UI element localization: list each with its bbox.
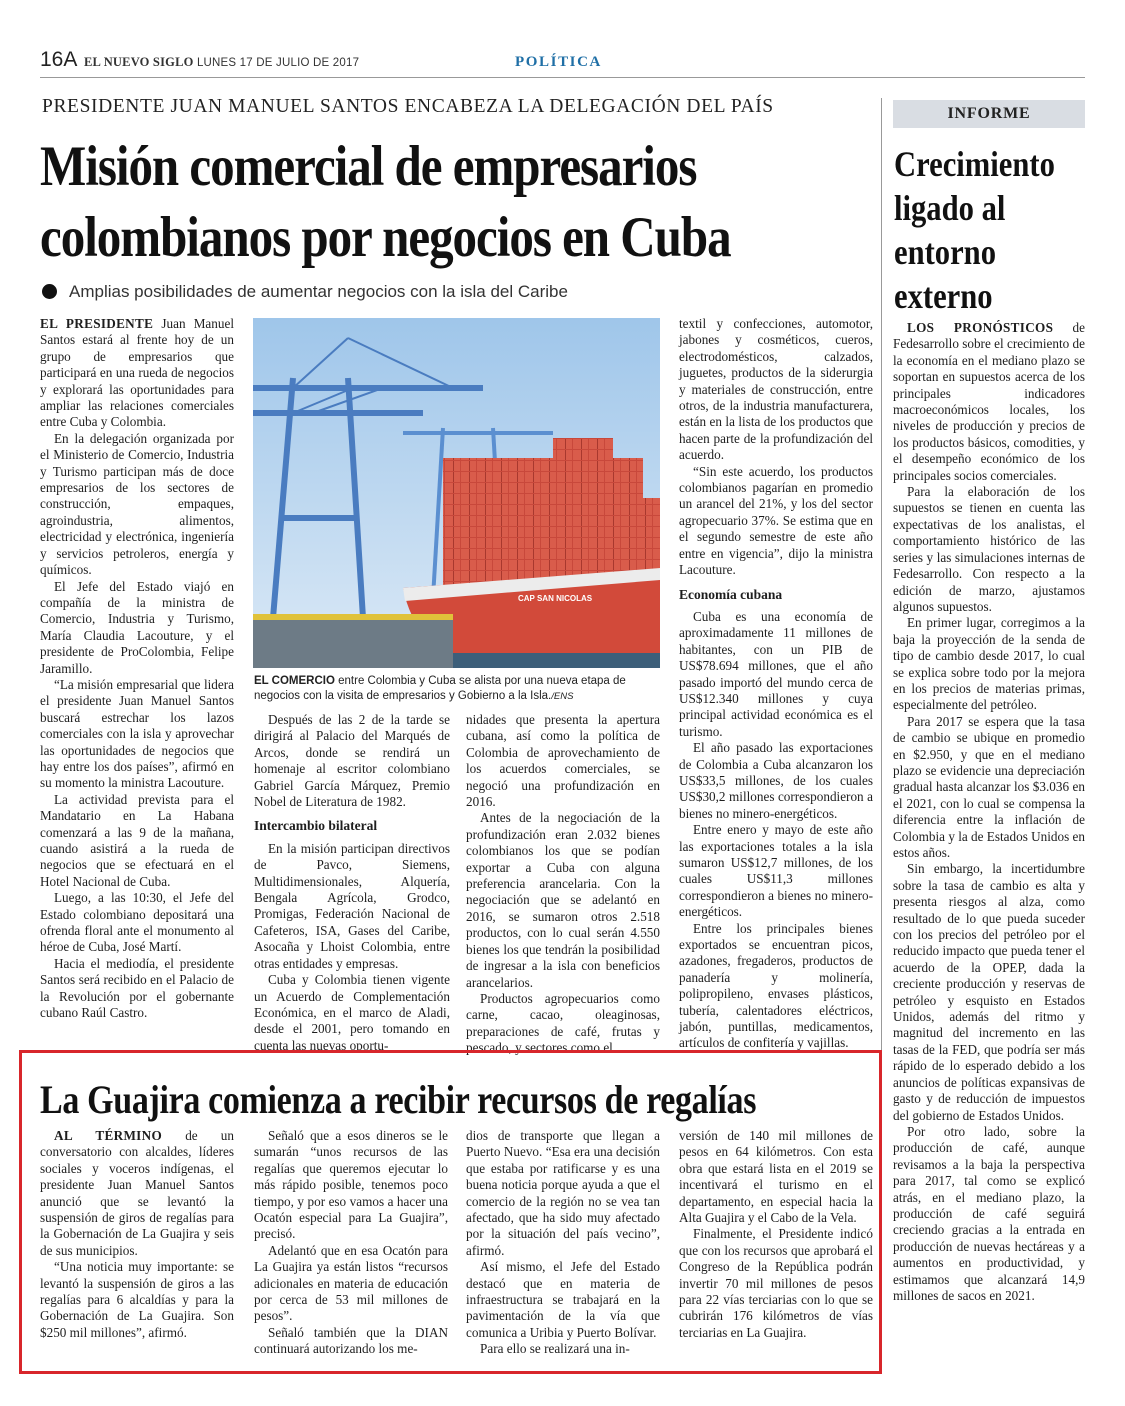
subheadline (42, 282, 568, 302)
paragraph: Señaló también que la DIAN continuará autorizando los me- (254, 1324, 448, 1357)
paragraph: Así mismo, el Jefe del Estado destacó que en materia de infraestructura se trabajará en la pavimentación de la vía que comunica a Uribia y Puerto Bolívar. (466, 1259, 660, 1340)
lead-caps: LOS PRONÓSTICOS (907, 320, 1054, 335)
paragraph: Para la elaboración de los supuestos se tienen en cuenta las expectativas de los analistas, el comportamiento histórico de las series y las simulaciones internas de Fedesarrollo. Con respecto a la edición de marzo, ajustamos algunos supuestos. (893, 484, 1085, 614)
paragraph (893, 320, 1085, 484)
issue-date: LUNES 17 DE JULIO DE 2017 (196, 57, 360, 69)
paragraph (40, 316, 234, 431)
box-column-1 (40, 1128, 234, 1341)
caption-lead: EL COMERCIO (254, 675, 335, 687)
header-rule (40, 77, 1085, 78)
main-column-4 (679, 316, 873, 1052)
paragraph: Hacia el mediodía, el presidente Santos será recibido en el Palacio de la Revolución por el gobernante cubano Raúl Castro. (40, 955, 234, 1021)
paragraph: La actividad prevista para el Mandatario en La Habana comenzará a las 9 de la mañana, cuando asistirá a la rueda de negocios que se efectuará en el Hotel Nacional de Cuba. (40, 791, 234, 889)
paragraph (40, 1128, 234, 1259)
paragraph-text: de un conversatorio con alcaldes, líderes sociales y voceros indígenas, el presidente Juan Manuel Santos anunció que se levantó la suspensión de giros de regalías para la Gobernación de La Guajira y seis de sus municipios. (40, 1128, 234, 1258)
paragraph: Por otro lado, sobre la producción de café, aunque revisamos a la baja la perspectiva para 2017, tal como se explicó atrás, en el mediano plazo, la producción de café seguirá creciendo gracias a la entrada en producción de nuevas hectáreas y a aumentos en productividad, y estimamos que alcanzará 14,9 millones de sacos en 2021. (893, 1123, 1085, 1303)
ship-name: CAP SAN NICOLAS (518, 594, 593, 603)
box-column-3 (466, 1128, 660, 1358)
paragraph: Antes de la negociación de la profundización eran 2.032 bienes colombianos los que se podían exportar a Cuba con alguna preferencia arancelaria. Con la negociación que se adelantó en 2016, se sumaron otros 2.518 productos, con lo cual serán 4.550 bienes los que tendrán la posibilidad de ingresar a la isla con beneficios arancelarios. (466, 810, 660, 990)
paragraph: “Sin este acuerdo, los productos colombianos pagarían en promedio un arancel del 21%, y los del sector agropecuario 37%. Se estima que en el segundo semestre de este año entre en vigencia”, dijo la ministra Lacouture. (679, 463, 873, 578)
main-headline (40, 132, 762, 273)
paragraph: Cuba y Colombia tienen vigente un Acuerdo de Complementación Económica, en el marco de Aladi, desde el 2001, pero tomando en cuenta las nuevas oportu- (254, 972, 450, 1053)
paragraph: En la misión participan directivos de Pavco, Siemens, Multidimensionales, Alquería, Bengala Agrícola, Grodco, Promigas, Federación Nacional de Cafeteros, ISA, Gases del Caribe, Asocaña y Lhoist Colombia, entre otras entidades y empresas. (254, 840, 450, 971)
paragraph: Señaló que a esos dineros se le sumarán “unos recursos de las regalías que queremos ejecutar lo más rápido posible, tenemos poco tiempo, y por eso vamos a hacer una Ocatón especial para La Guajira”, precisó. (254, 1128, 448, 1242)
main-column-3 (466, 712, 660, 1057)
paragraph: En primer lugar, corregimos a la baja la proyección de la senda de tipo de cambio desde 2017, lo cual se explica sobre todo por la mejora en los precios de materias primas, especialmente del petróleo. (893, 615, 1085, 713)
subhead-intercambio: Intercambio bilateral (254, 818, 378, 834)
paragraph: En la delegación organizada por el Ministerio de Comercio, Industria y Turismo participan más de doce empresarios de los sectores de construcción, empaques, agroindustria, alimentos, electricidad y electrónica, ingeniería y servicios petroleros, energía y químicos. (40, 430, 234, 578)
lead-caps: AL TÉRMINO (54, 1128, 163, 1143)
paragraph: nidades que presenta la apertura cubana, así como la política de Colombia de aprovechamiento de los acuerdos comerciales, se negoció una profundización en 2016. (466, 712, 660, 810)
box-headline: La Guajira comienza a recibir recursos de regalías (40, 1077, 757, 1122)
paragraph-text: de Fedesarrollo sobre el crecimiento de la economía en el mediano plazo se soportan en supuestos acerca de los principales indicadores macroeconómicos locales, los niveles de producción y precios de los productos básicos, comodities, y el desempeño económico de los principales socios comerciales. (893, 320, 1085, 483)
sidebar-body (893, 320, 1085, 1304)
paragraph: Luego, a las 10:30, el Jefe del Estado colombiano depositará una ofrenda floral ante el monumento al héroe de Cuba, José Martí. (40, 890, 234, 955)
paragraph: dios de transporte que llegan a Puerto Nuevo. “Esa era una decisión que estaba por ratificarse y es una buena noticia porque ayuda a que el comercio de la región no se vea tan afectado, que ha sido muy afectado por la situación del país vecino”, afirmó. (466, 1128, 660, 1258)
paragraph: Productos agropecuarios como carne, cacao, oleaginosas, preparaciones de café, frutas y pescado, y sectores como el (466, 990, 660, 1056)
box-column-4 (679, 1128, 873, 1341)
paragraph: Adelantó que en esa Ocatón para La Guajira ya están listos “recursos adicionales en materia de educación por cerca de 53 mil millones de pesos”. (254, 1242, 448, 1324)
photo-credit: /ENS (551, 691, 574, 702)
page-number: 16A (40, 48, 78, 71)
paragraph-text: Juan Manuel Santos estará al frente hoy de un grupo de empresarios que participará en una rueda de negocios y explorará las oportunidades para ampliar las relaciones comerciales entre Cuba y Colombia. (40, 316, 234, 430)
paragraph: Después de las 2 de la tarde se dirigirá al Palacio del Marqués de Arcos, donde se rendirá un homenaje al escritor colombiano Gabriel García Márquez, Premio Nobel de Literatura de 1982. (254, 712, 450, 810)
paragraph: “La misión empresarial que lidera el presidente Juan Manuel Santos buscará estrechar los lazos comerciales con la isla y aprovechar las oportunidades de negocios que hay entre los dos países”, afirmó en su momento la ministra Lacouture. (40, 676, 234, 791)
main-column-1 (40, 316, 234, 1021)
paragraph: El año pasado las exportaciones de Colombia a Cuba alcanzaron los US$33,5 millones, de los cuales US$30,2 millones correspondieron a bienes no minero-energéticos. (679, 740, 873, 821)
paragraph: Finalmente, el Presidente indicó que con los recursos que aprobará el Congreso de la República podrán invertir 70 mil millones de pesos para 22 vías terciarias con lo que se cubrirán 176 kilómetros de vías terciarias en La Guajira. (679, 1226, 873, 1340)
paragraph: Entre enero y mayo de este año las exportaciones totales a la isla sumaron US$12,7 millones, de los cuales US$11,3 millones correspondieron a bienes no minero-energéticos. (679, 822, 873, 920)
newspaper-name: EL NUEVO SIGLO (84, 55, 194, 69)
caption-text: entre Colombia y Cuba se alista por una nueva etapa de negocios con la visita de empresarios y Gobierno a la Isla. (254, 675, 626, 702)
port-photo (253, 318, 660, 668)
paragraph: “Una noticia muy importante: se levantó la suspensión de giros a las regalías para 6 alcaldías y para la Gobernación de La Guajira. Son $250 mil millones”, afirmó. (40, 1259, 234, 1340)
sidebar-title: Crecimiento ligado al entorno externo (894, 144, 1055, 316)
headline-line-2: colombianos por negocios en Cuba (40, 205, 731, 269)
paragraph: Para 2017 se espera que la tasa de cambio se ubique en promedio en $2.950, y que en el mediano plazo se evidencie una depreciación gradual hasta alcanzar los $3.036 en el 2021, con lo cual se compensa la diferencia entre la inflación de Colombia y la de Estados Unidos en estos años. (893, 713, 1085, 860)
kicker: PRESIDENTE JUAN MANUEL SANTOS ENCABEZA LA DELEGACIÓN DEL PAÍS (42, 96, 774, 117)
box-column-2 (254, 1128, 448, 1358)
subheadline-text: Amplias posibilidades de aumentar negocios con la isla del Caribe (69, 282, 568, 301)
paragraph: Sin embargo, la incertidumbre sobre la tasa de cambio es alta y presenta riesgos al alza, como resultado de lo que pueda suceder con los precios del petróleo por el reducido impacto que pueda tener el acuerdo de la OPEP, dada la creciente producción y reservas de petróleo y esquisto en Estados Unidos, además del ritmo y magnitud del incremento en las tasas de la FED, que podría ser más rápido de lo esperado debido a los anuncios de políticas expansivas de gasto y de reducción de impuestos del gobierno de Estados Unidos. (893, 861, 1085, 1123)
paragraph: El Jefe del Estado viajó en compañía de la ministra de Comercio, Industria y Turismo, María Claudia Lacouture, y el presidente de ProColombia, Felipe Jaramillo. (40, 578, 234, 676)
cargo-ship-illustration (253, 318, 660, 668)
bullet-icon (42, 284, 57, 299)
photo-caption (254, 674, 659, 704)
masthead (84, 55, 359, 70)
headline-line-1: Misión comercial de empresarios (40, 135, 697, 198)
subhead-economia: Economía cubana (679, 586, 783, 602)
section-label: POLÍTICA (515, 54, 602, 70)
paragraph: Entre los principales bienes exportados se encuentran picos, azadones, fregaderos, productos de panadería y molinería, polipropileno, envases plásticos, tubería, calentadores eléctricos, jabón, puntillas, medicamentos, artículos de confitería y vajillas. (679, 920, 873, 1051)
paragraph: Cuba es una economía de aproximadamente 11 millones de habitantes, con un PIB de US$78.694 millones, que el año pasado importó del mundo cerca de US$12.340 millones y cuya principal actividad económica es el turismo. (679, 608, 873, 739)
paragraph: versión de 140 mil millones de pesos en 64 kilómetros. Con esta obra que estará lista en el 2019 se incentivará el turismo en el departamento, en especial hacia la Alta Guajira y el Cabo de la Vela. (679, 1128, 873, 1226)
paragraph: textil y confecciones, automotor, jabones y cosméticos, cueros, electrodomésticos, calzados, juguetes, productos de la siderurgia y materiales de construcción, entre otros, de la industria manufacturera, están en la lista de los productos que hacen parte de la profundización del acuerdo. (679, 316, 873, 463)
main-column-2 (254, 712, 450, 1054)
informe-tab: INFORME (893, 100, 1085, 128)
paragraph: Para ello se realizará una in- (480, 1341, 630, 1357)
lead-caps: EL PRESIDENTE (40, 316, 154, 331)
